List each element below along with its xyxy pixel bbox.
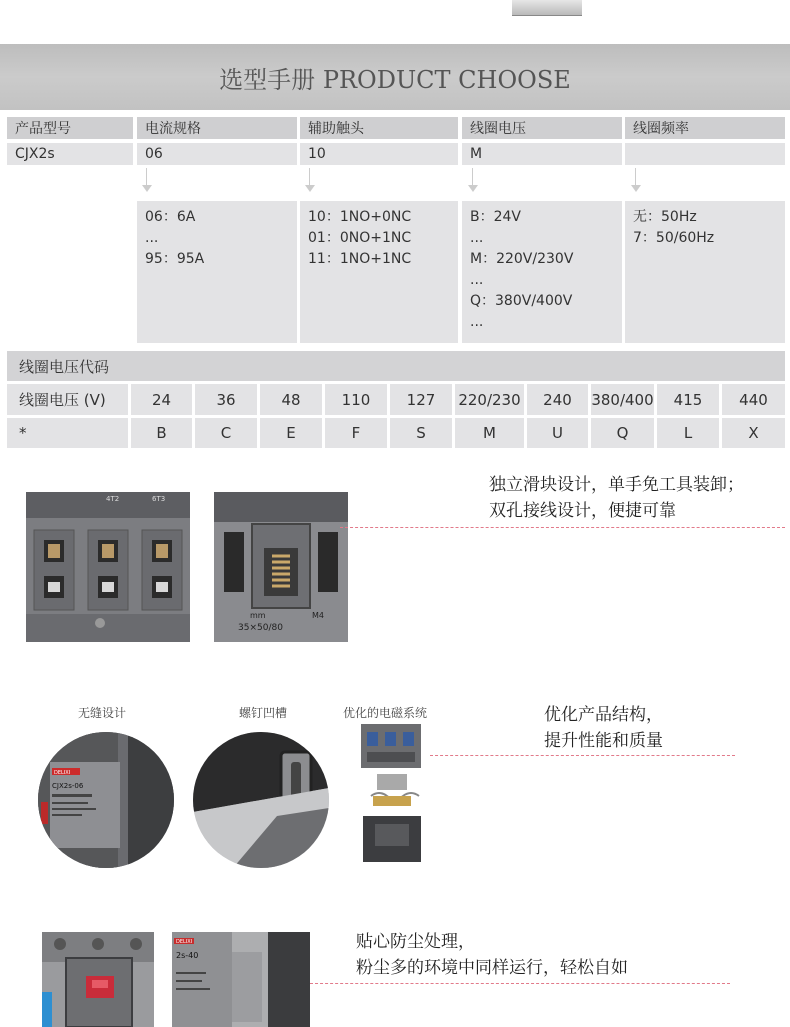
clamp-mark: 35×50/80 [238,623,283,633]
code-cell: L [657,418,719,448]
clamp-photo [214,492,348,642]
caption-line: 提升性能和质量 [544,731,663,751]
brand-text: DELIXI [54,770,71,776]
voltage-cell: 220/230 [455,384,524,415]
code-cell: X [722,418,785,448]
dotted-divider [340,527,785,528]
code-cell: E [260,418,322,448]
option-item: 06：6A [145,209,196,225]
photo-label: 优化的电磁系统 [343,706,428,720]
voltage-cell: 380/400 [591,384,654,415]
electromagnet-photo [357,724,427,864]
option-item: M：220V/230V [470,251,574,267]
header-coil-voltage: 线圈电压 [462,117,622,139]
option-item: B：24V [470,209,521,225]
caption-line: 独立滑块设计，单手免工具装卸； [489,475,744,495]
code-cell: C [195,418,257,448]
arrow-down-icon [305,168,315,194]
voltage-cell: 415 [657,384,719,415]
options-coil-voltage [462,201,622,343]
dustproof-photo-2 [172,932,310,1027]
dustproof-photo-1 [42,932,154,1027]
option-item: ... [470,314,484,330]
voltage-cell: 440 [722,384,785,415]
photo-label: 无缝设计 [78,706,127,720]
code-cell: U [527,418,588,448]
option-item: ... [145,230,159,246]
option-item: 95：95A [145,251,205,267]
terminal-mark: 4T2 [106,495,120,503]
value-coil-frequency [625,143,785,165]
header-current: 电流规格 [137,117,297,139]
caption-line: 贴心防尘处理， [356,932,475,952]
feature1-caption [489,472,744,524]
label-model: 2s-40 [176,951,199,960]
option-item: 11：1NO+1NC [308,251,412,267]
value-product-model: CJX2s [7,143,133,165]
feature2-caption [544,702,663,754]
header-coil-frequency: 线圈频率 [625,117,785,139]
voltage-table-title: 线圈电压代码 [7,351,785,381]
code-row-label: * [7,418,128,448]
code-cell: M [455,418,524,448]
seamless-photo [38,732,174,868]
dotted-divider [310,983,730,984]
feature3-caption [356,929,628,981]
section-banner [0,44,790,110]
value-current: 06 [137,143,297,165]
options-coil-frequency [625,201,785,343]
voltage-cell: 110 [325,384,387,415]
label-model: CJX2s-06 [52,782,84,790]
arrow-down-icon [468,168,478,194]
voltage-cell: 24 [131,384,192,415]
option-item: ... [470,272,484,288]
voltage-cell: 36 [195,384,257,415]
value-aux-contact: 10 [300,143,458,165]
option-item: 无：50Hz [633,209,697,225]
brand-text: DELIXI [176,939,193,945]
banner-title: 选型手册 PRODUCT CHOOSE [219,65,571,94]
code-cell: F [325,418,387,448]
options-aux-contact [300,201,458,343]
arrow-down-icon [142,168,152,194]
header-product-model: 产品型号 [7,117,133,139]
code-cell: S [390,418,452,448]
terminal-mark: 6T3 [152,495,166,503]
code-cell: Q [591,418,654,448]
caption-line: 双孔接线设计，便捷可靠 [489,501,676,521]
option-item: ... [470,230,484,246]
option-item: 10：1NO+0NC [308,209,412,225]
caption-line: 优化产品结构， [544,705,663,725]
voltage-cell: 240 [527,384,588,415]
option-item: 01：0NO+1NC [308,230,412,246]
options-current [137,201,297,343]
photo-label: 螺钉凹槽 [239,706,288,720]
screw-groove-photo [193,732,329,868]
option-item: 7：50/60Hz [633,230,715,246]
option-item: Q：380V/400V [470,293,573,309]
clamp-mark: M4 [312,611,324,620]
code-cell: B [131,418,192,448]
header-aux-contact: 辅助触头 [300,117,458,139]
value-coil-voltage: M [462,143,622,165]
voltage-cell: 48 [260,384,322,415]
arrow-down-icon [631,168,641,194]
terminal-photo [26,492,190,642]
voltage-row-label: 线圈电压 (V) [7,384,128,415]
voltage-cell: 127 [390,384,452,415]
product-image-fragment [512,0,582,16]
clamp-mark: mm [250,611,266,620]
caption-line: 粉尘多的环境中同样运行，轻松自如 [356,958,628,978]
dotted-divider [430,755,735,756]
